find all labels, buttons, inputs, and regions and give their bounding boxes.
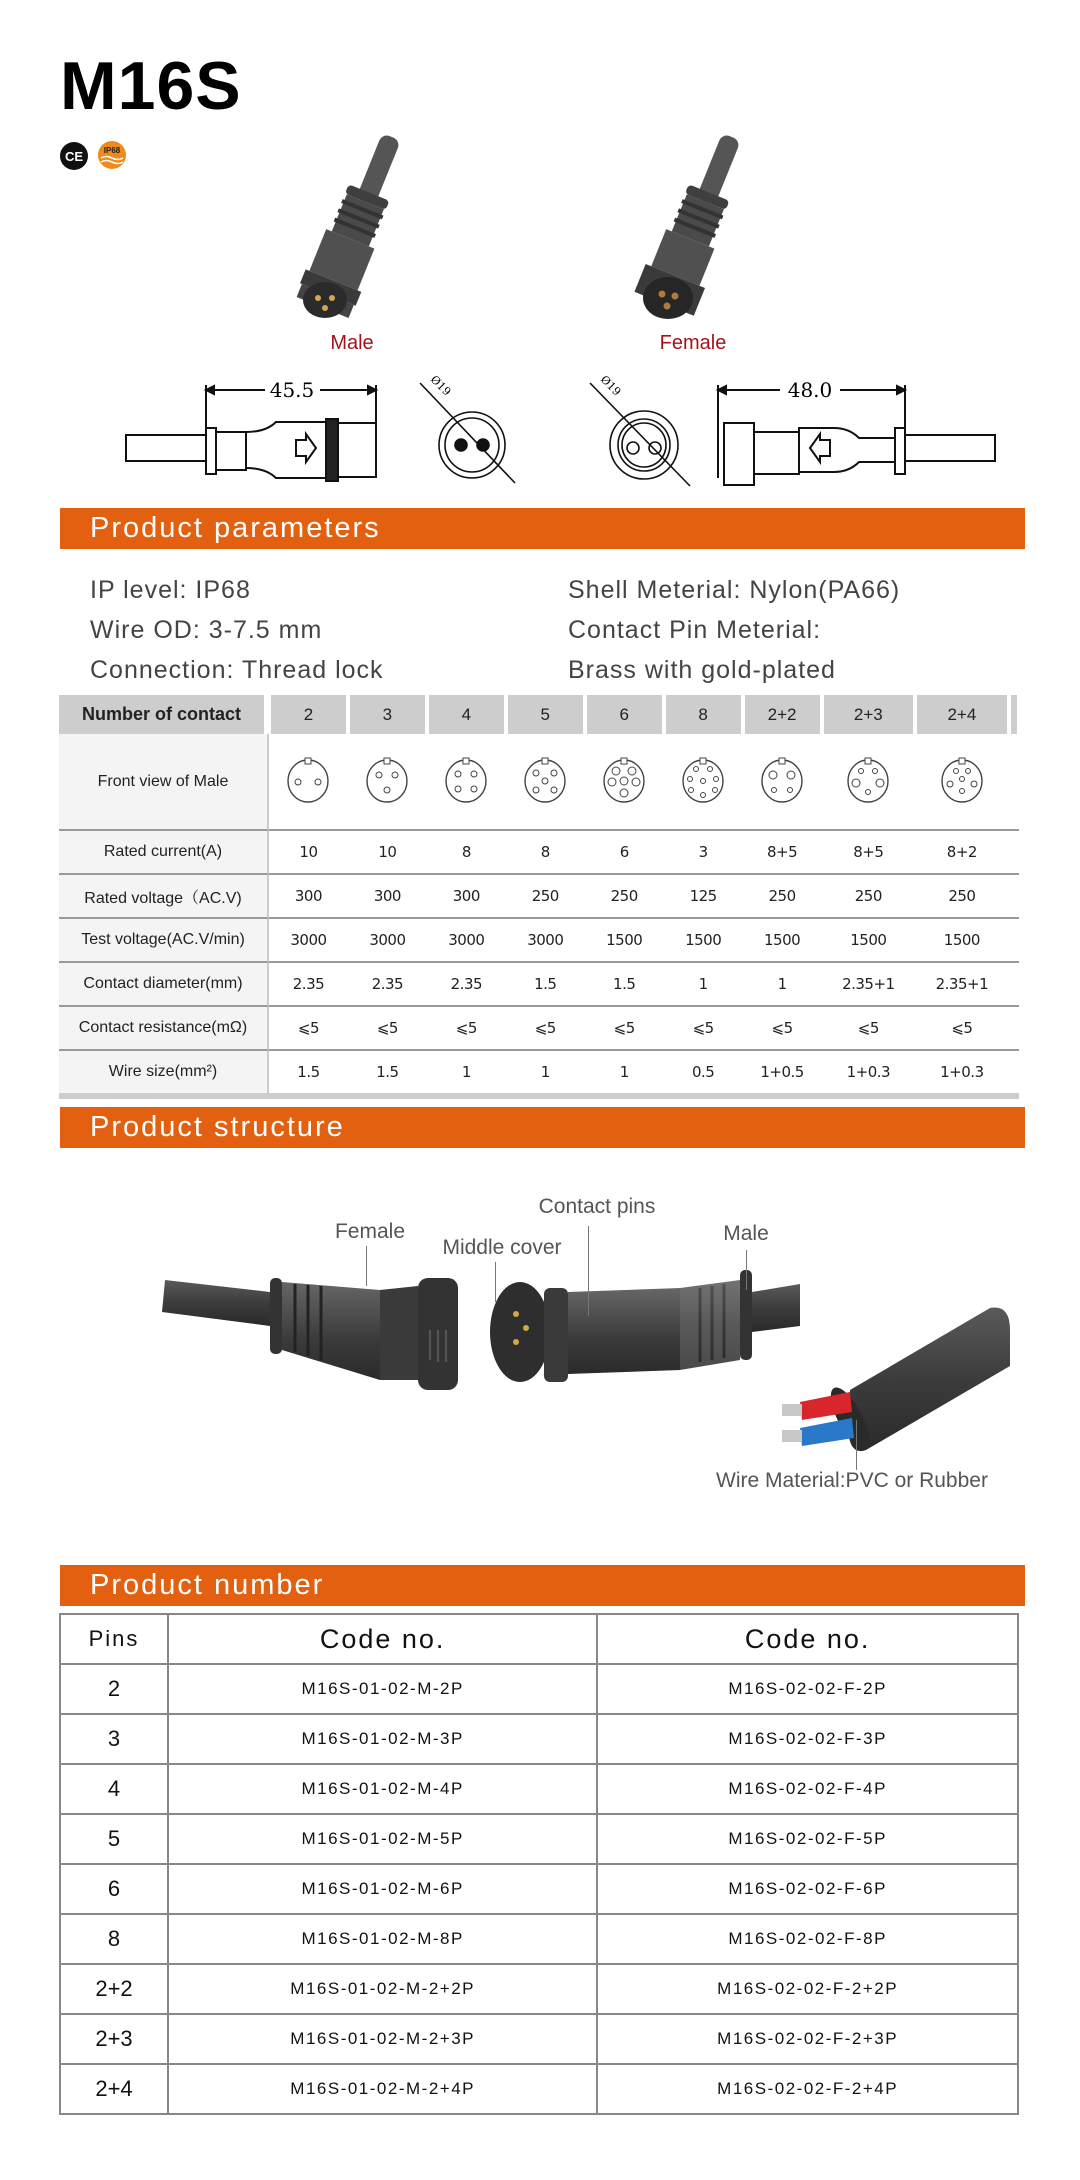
spec-cell: 3000 — [269, 919, 348, 963]
code-row — [60, 2014, 1018, 2064]
structure-exploded-image — [160, 1270, 1010, 1470]
spec-front-view-row — [59, 734, 1019, 831]
spec-cell: 3000 — [506, 919, 585, 963]
spec-cell: ⩽5 — [822, 1007, 916, 1051]
spec-cell: 125 — [664, 875, 743, 919]
param-ip-level: IP level: IP68 — [90, 576, 251, 604]
spec-cell: 8 — [506, 831, 585, 875]
spec-cell: 1.5 — [269, 1051, 348, 1099]
spec-cell: 10 — [269, 831, 348, 875]
code-pins-cell: 2+2 — [60, 1964, 168, 2014]
spec-cell: 300 — [269, 875, 348, 919]
empty-cell — [1009, 875, 1019, 919]
code-pins-cell: 3 — [60, 1714, 168, 1764]
spec-cell: 1+0.3 — [822, 1051, 916, 1099]
pin-layout-2-3-icon — [822, 734, 916, 831]
code-header-female: Code no. — [597, 1614, 1018, 1664]
code-row — [60, 1914, 1018, 1964]
female-diameter-label: Ø19 — [597, 372, 624, 399]
spec-cell: 1500 — [585, 919, 664, 963]
spec-cell: 1 — [427, 1051, 506, 1099]
spec-cell: 8+2 — [915, 831, 1009, 875]
spec-col-header: 2 — [269, 695, 348, 734]
spec-cell: ⩽5 — [915, 1007, 1009, 1051]
code-row — [60, 2064, 1018, 2114]
param-pin-material-value: Brass with gold-plated — [568, 656, 836, 684]
code-pins-cell: 2+4 — [60, 2064, 168, 2114]
code-male-cell: M16S-01-02-M-8P — [168, 1914, 597, 1964]
section-header-number: Product number — [60, 1565, 1025, 1606]
spec-col-header: 2+4 — [915, 695, 1009, 734]
spec-row — [59, 919, 1019, 963]
structure-label-middle-cover: Middle cover — [442, 1236, 562, 1259]
code-pins-cell: 8 — [60, 1914, 168, 1964]
spec-cell: 3000 — [348, 919, 427, 963]
spec-cell: 1.5 — [348, 1051, 427, 1099]
male-connector-image — [280, 130, 430, 325]
spec-cell: 300 — [348, 875, 427, 919]
code-row — [60, 1664, 1018, 1714]
pin-layout-2-4-icon — [915, 734, 1009, 831]
structure-label-contact-pins: Contact pins — [538, 1195, 656, 1218]
code-row — [60, 1964, 1018, 2014]
empty-cell — [1009, 831, 1019, 875]
spec-row-label: Contact resistance(mΩ) — [59, 1007, 269, 1051]
code-female-cell: M16S-02-02-F-5P — [597, 1814, 1018, 1864]
empty-cell — [1009, 1007, 1019, 1051]
spec-cell: 6 — [585, 831, 664, 875]
code-pins-cell: 2+3 — [60, 2014, 168, 2064]
product-title: M16S — [60, 48, 242, 124]
code-header-pins: Pins — [60, 1614, 168, 1664]
code-male-cell: M16S-01-02-M-5P — [168, 1814, 597, 1864]
pin-layout-4-icon — [427, 734, 506, 831]
ip68-icon — [98, 141, 126, 169]
pin-layout-5-icon — [506, 734, 585, 831]
code-female-cell: M16S-02-02-F-6P — [597, 1864, 1018, 1914]
middle-cover-leader-line — [495, 1262, 496, 1302]
empty-cell — [1009, 963, 1019, 1007]
section-header-parameters: Product parameters — [60, 508, 1025, 549]
spec-row — [59, 831, 1019, 875]
male-label: Male — [330, 332, 374, 354]
pin-layout-2-2-icon — [743, 734, 822, 831]
spec-cell: 0.5 — [664, 1051, 743, 1099]
spec-cell: 1500 — [664, 919, 743, 963]
code-row — [60, 1864, 1018, 1914]
spec-cell: 1500 — [822, 919, 916, 963]
code-row — [60, 1814, 1018, 1864]
spec-cell: 250 — [743, 875, 822, 919]
code-female-cell: M16S-02-02-F-8P — [597, 1914, 1018, 1964]
spec-cell: 3000 — [427, 919, 506, 963]
param-shell-material: Shell Meterial: Nylon(PA66) — [568, 576, 901, 604]
ip68-text: IP68 — [103, 146, 121, 155]
code-female-cell: M16S-02-02-F-2+2P — [597, 1964, 1018, 2014]
code-male-cell: M16S-01-02-M-2+4P — [168, 2064, 597, 2114]
spec-row — [59, 963, 1019, 1007]
female-leader-line — [366, 1246, 367, 1286]
spec-col-header: 2+2 — [743, 695, 822, 734]
empty-cell — [1009, 919, 1019, 963]
spec-cell: 10 — [348, 831, 427, 875]
spec-cell: 8+5 — [743, 831, 822, 875]
section-header-structure: Product structure — [60, 1107, 1025, 1148]
spec-cell: 1.5 — [506, 963, 585, 1007]
spec-row-label: Rated current(A) — [59, 831, 269, 875]
code-pins-cell: 6 — [60, 1864, 168, 1914]
code-male-cell: M16S-01-02-M-3P — [168, 1714, 597, 1764]
spec-row-label: Front view of Male — [59, 734, 269, 831]
ce-mark-icon: CE — [60, 142, 88, 170]
spec-col-header: 6 — [585, 695, 664, 734]
code-female-cell: M16S-02-02-F-3P — [597, 1714, 1018, 1764]
code-female-cell: M16S-02-02-F-4P — [597, 1764, 1018, 1814]
spec-col-header: 5 — [506, 695, 585, 734]
code-female-cell: M16S-02-02-F-2P — [597, 1664, 1018, 1714]
contact-pins-leader-line — [588, 1226, 589, 1316]
spec-cell: ⩽5 — [585, 1007, 664, 1051]
spec-cell: ⩽5 — [664, 1007, 743, 1051]
spec-cell: 2.35 — [427, 963, 506, 1007]
male-length-label: 45.5 — [269, 378, 315, 402]
spec-cell: 250 — [915, 875, 1009, 919]
spec-cell: ⩽5 — [427, 1007, 506, 1051]
spec-cell: ⩽5 — [348, 1007, 427, 1051]
structure-label-male: Male — [723, 1222, 769, 1245]
pin-layout-8-icon — [664, 734, 743, 831]
spec-cell: 250 — [822, 875, 916, 919]
wire-leader-line — [856, 1420, 857, 1470]
code-male-cell: M16S-01-02-M-2+3P — [168, 2014, 597, 2064]
structure-label-wire-material: Wire Material:PVC or Rubber — [716, 1469, 988, 1492]
spec-cell: 1+0.5 — [743, 1051, 822, 1099]
param-connection: Connection: Thread lock — [90, 656, 384, 684]
spec-cell: 250 — [585, 875, 664, 919]
female-connector-image — [620, 130, 770, 325]
empty-cell — [1009, 734, 1019, 831]
spec-cell: 2.35+1 — [822, 963, 916, 1007]
pin-layout-3-icon — [348, 734, 427, 831]
spec-row — [59, 875, 1019, 919]
male-leader-line — [746, 1250, 747, 1290]
spec-col-header: 4 — [427, 695, 506, 734]
spec-cell: 1 — [506, 1051, 585, 1099]
code-female-cell: M16S-02-02-F-2+4P — [597, 2064, 1018, 2114]
spec-cell: 1500 — [743, 919, 822, 963]
code-male-cell: M16S-01-02-M-2+2P — [168, 1964, 597, 2014]
empty-cell — [1009, 1051, 1019, 1099]
code-header-male: Code no. — [168, 1614, 597, 1664]
spec-row — [59, 1051, 1019, 1099]
spec-cell: 8+5 — [822, 831, 916, 875]
code-female-cell: M16S-02-02-F-2+3P — [597, 2014, 1018, 2064]
spec-cell: 1 — [664, 963, 743, 1007]
spec-cell: 1500 — [915, 919, 1009, 963]
param-pin-material: Contact Pin Meterial: — [568, 616, 822, 644]
spec-cell: 3 — [664, 831, 743, 875]
spec-header-row — [59, 695, 1019, 734]
female-length-label: 48.0 — [787, 378, 833, 402]
spec-cell: 1 — [743, 963, 822, 1007]
structure-label-female: Female — [334, 1220, 406, 1243]
spec-row-label: Contact diameter(mm) — [59, 963, 269, 1007]
spec-col-header: 8 — [664, 695, 743, 734]
spec-col-header-blank — [1009, 695, 1019, 734]
code-male-cell: M16S-01-02-M-2P — [168, 1664, 597, 1714]
pin-layout-6-icon — [585, 734, 664, 831]
code-header-row — [60, 1614, 1018, 1664]
dimension-drawings — [120, 368, 1000, 498]
code-male-cell: M16S-01-02-M-6P — [168, 1864, 597, 1914]
spec-cell: 2.35 — [348, 963, 427, 1007]
spec-cell: 1.5 — [585, 963, 664, 1007]
spec-cell: 1+0.3 — [915, 1051, 1009, 1099]
spec-row-label: Test voltage(AC.V/min) — [59, 919, 269, 963]
spec-cell: 2.35 — [269, 963, 348, 1007]
spec-col-header: 2+3 — [822, 695, 916, 734]
code-table — [59, 1613, 1019, 2115]
code-pins-cell: 2 — [60, 1664, 168, 1714]
spec-row-label: Wire size(mm²) — [59, 1051, 269, 1099]
spec-row-label: Rated voltage（AC.V) — [59, 875, 269, 919]
spec-cell: 8 — [427, 831, 506, 875]
spec-cell: 2.35+1 — [915, 963, 1009, 1007]
spec-col-header: 3 — [348, 695, 427, 734]
male-diameter-label: Ø19 — [427, 372, 454, 399]
spec-header-label: Number of contact — [59, 695, 269, 734]
spec-cell: 250 — [506, 875, 585, 919]
spec-table — [59, 695, 1019, 1099]
spec-cell: ⩽5 — [506, 1007, 585, 1051]
code-pins-cell: 5 — [60, 1814, 168, 1864]
spec-cell: 1 — [585, 1051, 664, 1099]
pin-layout-2-icon — [269, 734, 348, 831]
param-wire-od: Wire OD: 3-7.5 mm — [90, 616, 323, 644]
code-male-cell: M16S-01-02-M-4P — [168, 1764, 597, 1814]
code-row — [60, 1764, 1018, 1814]
spec-cell: ⩽5 — [743, 1007, 822, 1051]
spec-cell: 300 — [427, 875, 506, 919]
spec-row — [59, 1007, 1019, 1051]
code-row — [60, 1714, 1018, 1764]
female-label: Female — [659, 332, 727, 354]
code-pins-cell: 4 — [60, 1764, 168, 1814]
spec-cell: ⩽5 — [269, 1007, 348, 1051]
